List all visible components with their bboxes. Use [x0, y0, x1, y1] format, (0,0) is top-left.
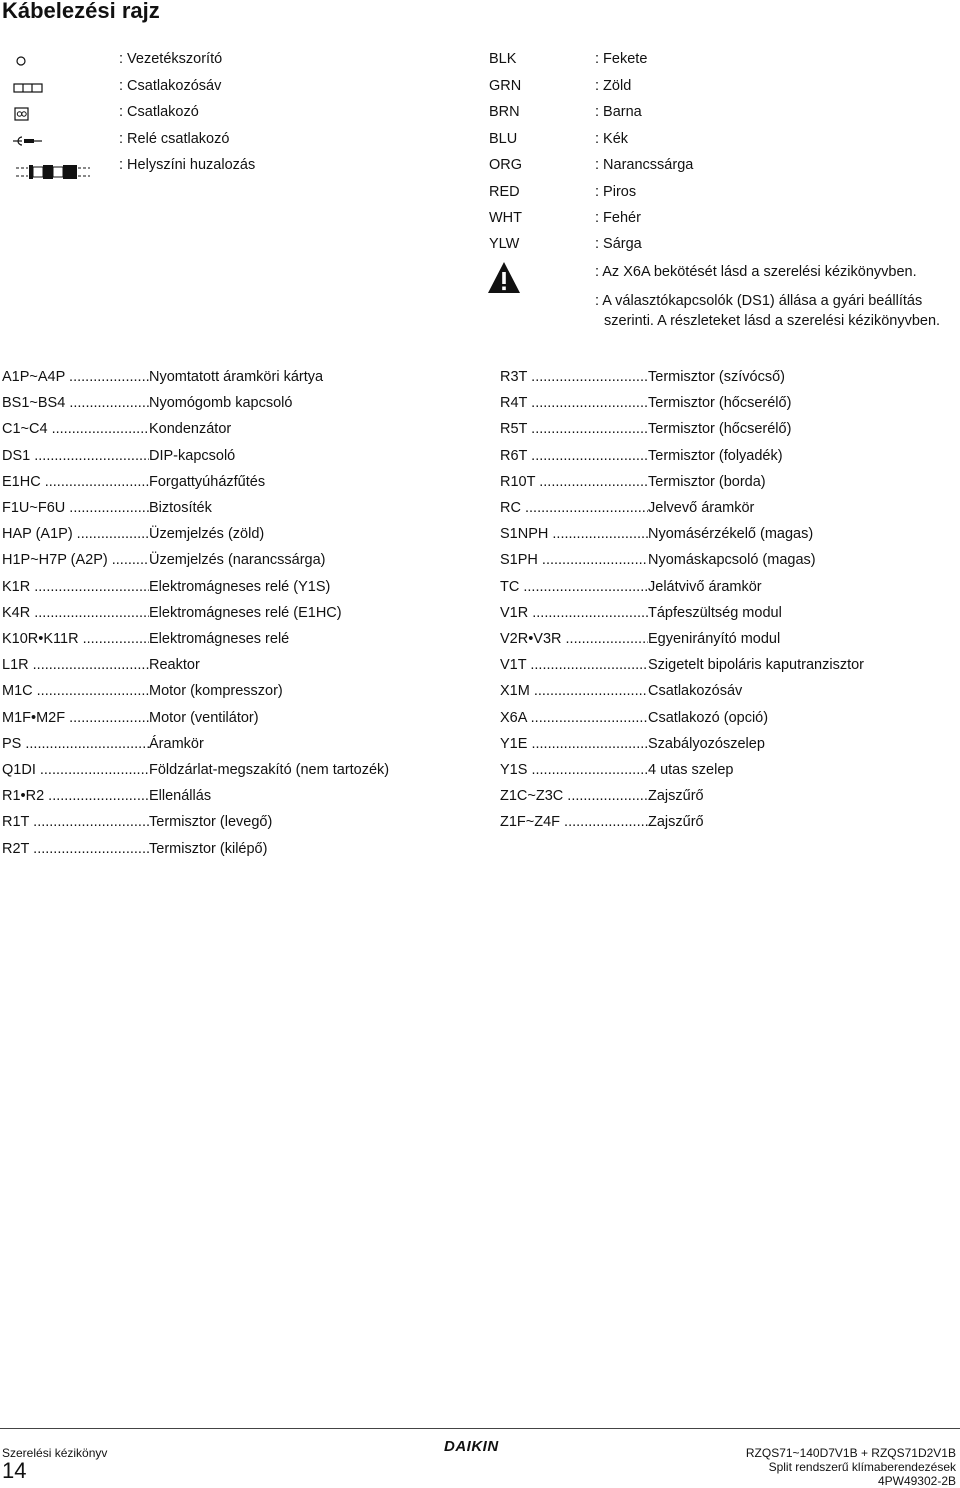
- component-code: H1P~H7P (A2P) .....: [2, 552, 149, 568]
- component-code: DS1 .....: [2, 448, 149, 464]
- component-row: [2, 631, 432, 651]
- component-desc: Biztosíték: [149, 500, 212, 516]
- component-row: [2, 526, 432, 546]
- component-code: Z1F~Z4F .....: [500, 814, 648, 830]
- page-number: 14: [2, 1458, 27, 1483]
- component-desc: Kondenzátor: [149, 421, 232, 438]
- component-code: R5T .....: [500, 421, 648, 437]
- color-name: : Piros: [595, 184, 637, 200]
- component-row: [2, 683, 432, 703]
- component-code: Z1C~Z3C .....: [500, 788, 648, 804]
- field-wiring-icon: [16, 164, 96, 180]
- component-desc: Termisztor (kilépő): [149, 840, 268, 857]
- product-text: Split rendszerű klímaberendezések: [768, 1460, 956, 1474]
- component-row: [2, 395, 432, 415]
- component-code: R1•R2 .....: [2, 788, 149, 804]
- component-code: HAP (A1P) .....: [2, 526, 149, 542]
- component-desc: Forgattyúházfűtés: [149, 473, 266, 490]
- component-row: [2, 552, 432, 572]
- component-desc: Üzemjelzés (narancssárga): [149, 552, 326, 569]
- color-code: BLU: [489, 131, 518, 147]
- component-desc: Termisztor (hőcserélő): [648, 395, 792, 412]
- component-desc: Szigetelt bipoláris kaputranzisztor: [648, 657, 864, 674]
- component-row: [500, 421, 930, 441]
- footer-divider: [0, 1428, 960, 1429]
- component-code: V2R•V3R .....: [500, 631, 648, 647]
- component-code: C1~C4 .....: [2, 421, 149, 437]
- component-row: [500, 631, 930, 651]
- color-name: : Sárga: [595, 236, 642, 252]
- component-code: S1PH .....: [500, 552, 648, 568]
- component-desc: Zajszűrő: [648, 788, 704, 805]
- component-desc: Üzemjelzés (zöld): [149, 526, 265, 543]
- component-desc: Jelátvivő áramkör: [648, 578, 762, 595]
- component-desc: Nyomáskapcsoló (magas): [648, 552, 816, 569]
- component-row: [2, 736, 432, 756]
- component-row: [500, 526, 930, 546]
- color-code: RED: [489, 184, 520, 200]
- component-desc: Nyomógomb kapcsoló: [149, 395, 293, 412]
- component-desc: Termisztor (borda): [648, 473, 766, 490]
- component-desc: Csatlakozó (opció): [648, 709, 769, 726]
- color-code: YLW: [489, 236, 520, 252]
- component-code: M1F•M2F .....: [2, 710, 149, 726]
- component-row: [500, 605, 930, 625]
- color-code: BRN: [489, 104, 520, 120]
- component-code: Q1DI .....: [2, 762, 149, 778]
- symbol-label: : Vezetékszorító: [119, 51, 223, 67]
- component-code: F1U~F6U .....: [2, 500, 149, 516]
- doc-code: 4PW49302-2B: [877, 1474, 956, 1488]
- component-desc: Elektromágneses relé (E1HC): [149, 604, 342, 621]
- component-desc: Nyomtatott áramköri kártya: [149, 369, 324, 385]
- component-row: [2, 500, 432, 520]
- component-row: [2, 579, 432, 599]
- component-row: [2, 657, 432, 677]
- component-row: [2, 710, 432, 730]
- relay-connector-icon: [12, 133, 44, 149]
- color-code: ORG: [489, 157, 523, 173]
- component-desc: Tápfeszültség modul: [648, 604, 782, 621]
- component-row: [500, 736, 930, 756]
- color-name: : Fekete: [595, 51, 648, 67]
- component-code: R6T .....: [500, 448, 648, 464]
- component-code: L1R .....: [2, 657, 149, 673]
- symbol-label: : Relé csatlakozó: [119, 131, 230, 147]
- component-row: [500, 814, 930, 834]
- component-desc: Termisztor (szívócső): [648, 369, 785, 385]
- component-code: X6A .....: [500, 710, 648, 726]
- component-desc: Zajszűrő: [648, 814, 704, 831]
- component-code: M1C .....: [2, 683, 149, 699]
- component-code: R2T .....: [2, 841, 149, 857]
- component-row: [500, 369, 930, 389]
- component-desc: Földzárlat-megszakító (nem tartozék): [149, 762, 390, 778]
- component-desc: Nyomásérzékelő (magas): [648, 526, 814, 543]
- component-code: PS .....: [2, 736, 149, 752]
- component-code: V1T .....: [500, 657, 648, 673]
- color-name: : Zöld: [595, 78, 632, 94]
- color-name: : Narancssárga: [595, 157, 694, 173]
- component-code: K1R .....: [2, 579, 149, 595]
- component-desc: Ellenállás: [149, 788, 212, 805]
- component-desc: Reaktor: [149, 657, 200, 674]
- component-desc: Egyenirányító modul: [648, 631, 781, 647]
- note-ds1: : A választókapcsolók (DS1) állása a gyári beállítás szerinti. A részleteket lásd a szerelési kézikönyvben.: [595, 293, 941, 329]
- terminal-strip-icon: [12, 80, 44, 96]
- component-row: [500, 395, 930, 415]
- symbol-label: : Helyszíni huzalozás: [119, 157, 256, 173]
- component-code: S1NPH .....: [500, 526, 648, 542]
- component-row: [500, 657, 930, 677]
- component-desc: Szabályozószelep: [648, 735, 765, 752]
- component-row: [2, 421, 432, 441]
- component-row: [500, 762, 930, 782]
- component-desc: Áramkör: [149, 735, 204, 752]
- component-row: [500, 448, 930, 468]
- component-desc: Termisztor (levegő): [149, 814, 273, 831]
- component-desc: Motor (kompresszor): [149, 683, 283, 700]
- component-row: [500, 474, 930, 494]
- component-row: [2, 605, 432, 625]
- component-row: [500, 788, 930, 808]
- component-code: K4R .....: [2, 605, 149, 621]
- component-desc: 4 utas szelep: [648, 762, 734, 778]
- note-x6a: : Az X6A bekötését lásd a szerelési kézikönyvben.: [595, 264, 917, 280]
- symbol-label: : Csatlakozósáv: [119, 78, 222, 94]
- color-code: GRN: [489, 78, 522, 94]
- symbol-label: : Csatlakozó: [119, 104, 199, 120]
- component-code: Y1S .....: [500, 762, 648, 778]
- color-name: : Fehér: [595, 210, 641, 226]
- component-code: V1R .....: [500, 605, 648, 621]
- component-row: [500, 500, 930, 520]
- component-row: [2, 788, 432, 808]
- component-code: R4T .....: [500, 395, 648, 411]
- component-desc: Elektromágneses relé (Y1S): [149, 578, 331, 595]
- page-title: Kábelezési rajz: [2, 0, 160, 23]
- component-row: [500, 552, 930, 572]
- color-name: : Kék: [595, 131, 629, 147]
- component-desc: Termisztor (hőcserélő): [648, 421, 792, 438]
- component-row: [500, 710, 930, 730]
- component-desc: Csatlakozósáv: [648, 683, 743, 700]
- component-code: A1P~A4P .....: [2, 369, 149, 385]
- component-code: K10R•K11R .....: [2, 631, 149, 647]
- component-row: [2, 762, 432, 782]
- color-code: BLK: [489, 51, 517, 67]
- warning-triangle-icon: [486, 260, 522, 296]
- connector-icon: [12, 106, 44, 122]
- color-code: WHT: [489, 210, 523, 226]
- component-code: X1M .....: [500, 683, 648, 699]
- component-code: RC .....: [500, 500, 648, 516]
- component-row: [2, 814, 432, 834]
- component-code: BS1~BS4 .....: [2, 395, 149, 411]
- component-desc: Jelvevő áramkör: [648, 500, 755, 516]
- component-row: [2, 369, 432, 389]
- component-code: Y1E .....: [500, 736, 648, 752]
- terminal-circle-icon: [12, 53, 44, 69]
- component-code: R1T .....: [2, 814, 149, 830]
- color-name: : Barna: [595, 104, 642, 120]
- component-row: [2, 448, 432, 468]
- component-code: R3T .....: [500, 369, 648, 385]
- component-desc: Termisztor (folyadék): [648, 447, 783, 464]
- brand-logo: DAIKIN: [444, 1438, 499, 1455]
- component-row: [2, 474, 432, 494]
- component-desc: Elektromágneses relé: [149, 631, 290, 647]
- component-desc: Motor (ventilátor): [149, 709, 259, 726]
- component-code: E1HC .....: [2, 474, 149, 490]
- manual-label: Szerelési kézikönyv: [2, 1446, 108, 1460]
- model-text: RZQS71~140D7V1B + RZQS71D2V1B: [745, 1446, 956, 1460]
- component-code: R10T .....: [500, 474, 648, 490]
- component-code: TC .....: [500, 579, 648, 595]
- component-row: [500, 683, 930, 703]
- component-row: [2, 841, 432, 861]
- component-desc: DIP-kapcsoló: [149, 447, 236, 464]
- component-row: [500, 579, 930, 599]
